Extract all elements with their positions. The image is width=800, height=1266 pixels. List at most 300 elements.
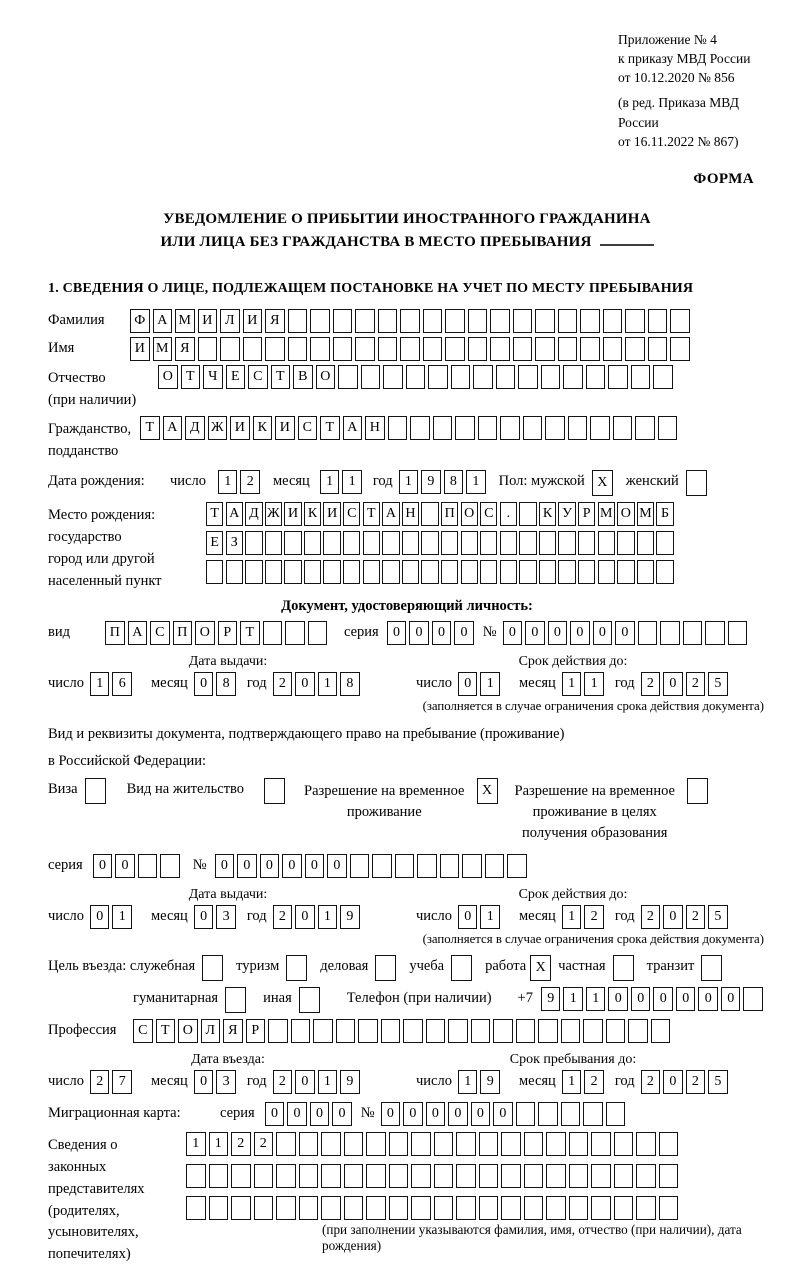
form-cell[interactable] — [518, 365, 538, 389]
form-cell[interactable]: П — [173, 621, 193, 645]
form-cell[interactable] — [245, 531, 262, 555]
form-cell[interactable] — [400, 309, 420, 333]
form-cell[interactable]: 0 — [93, 854, 113, 878]
form-cell[interactable] — [658, 416, 678, 440]
form-cell[interactable]: И — [243, 309, 263, 333]
form-cell[interactable]: И — [230, 416, 250, 440]
form-cell[interactable] — [355, 309, 375, 333]
form-cell[interactable] — [535, 337, 555, 361]
form-cell[interactable]: 0 — [458, 905, 478, 929]
form-cell[interactable]: 3 — [216, 1070, 236, 1094]
form-cell[interactable] — [198, 337, 218, 361]
form-cell[interactable] — [333, 309, 353, 333]
form-cell[interactable]: 3 — [216, 905, 236, 929]
form-cell[interactable]: 2 — [584, 1070, 604, 1094]
form-cell[interactable]: И — [198, 309, 218, 333]
form-cell[interactable] — [375, 955, 396, 981]
form-cell[interactable] — [546, 1164, 566, 1188]
form-cell[interactable] — [558, 560, 575, 584]
form-cell[interactable]: 2 — [254, 1132, 274, 1156]
form-cell[interactable] — [321, 1132, 341, 1156]
form-cell[interactable]: 1 — [562, 672, 582, 696]
form-cell[interactable]: 0 — [570, 621, 590, 645]
form-cell[interactable] — [263, 621, 283, 645]
form-cell[interactable]: 8 — [216, 672, 236, 696]
form-cell[interactable]: 2 — [686, 1070, 706, 1094]
form-cell[interactable]: Ж — [208, 416, 228, 440]
form-cell[interactable]: 0 — [525, 621, 545, 645]
form-cell[interactable] — [304, 531, 321, 555]
form-cell[interactable]: Я — [175, 337, 195, 361]
form-cell[interactable]: 9 — [541, 987, 561, 1011]
form-cell[interactable] — [382, 560, 399, 584]
form-cell[interactable] — [603, 309, 623, 333]
form-cell[interactable] — [558, 309, 578, 333]
form-cell[interactable] — [468, 309, 488, 333]
form-cell[interactable] — [580, 337, 600, 361]
form-cell[interactable]: Д — [245, 502, 262, 526]
form-cell[interactable]: 5 — [708, 672, 728, 696]
form-cell[interactable] — [636, 1132, 656, 1156]
form-cell[interactable]: Т — [156, 1019, 176, 1043]
form-cell[interactable]: О — [461, 502, 478, 526]
form-cell[interactable]: 0 — [663, 1070, 683, 1094]
form-cell[interactable]: 0 — [295, 905, 315, 929]
form-cell[interactable]: Т — [363, 502, 380, 526]
form-cell[interactable] — [323, 560, 340, 584]
form-cell[interactable] — [480, 531, 497, 555]
form-cell[interactable]: 1 — [480, 905, 500, 929]
form-cell[interactable]: 0 — [608, 987, 628, 1011]
form-cell[interactable]: С — [133, 1019, 153, 1043]
form-cell[interactable] — [493, 1019, 513, 1043]
form-cell[interactable] — [186, 1196, 206, 1220]
form-cell[interactable] — [500, 531, 517, 555]
form-cell[interactable] — [598, 531, 615, 555]
form-cell[interactable]: 0 — [194, 672, 214, 696]
form-cell[interactable]: А — [128, 621, 148, 645]
form-cell[interactable]: Е — [206, 531, 223, 555]
form-cell[interactable] — [299, 1164, 319, 1188]
form-cell[interactable]: 1 — [586, 987, 606, 1011]
form-cell[interactable]: Р — [246, 1019, 266, 1043]
form-cell[interactable] — [323, 531, 340, 555]
form-cell[interactable] — [538, 1019, 558, 1043]
form-cell[interactable] — [209, 1196, 229, 1220]
form-cell[interactable] — [519, 502, 536, 526]
form-cell[interactable]: 1 — [320, 470, 340, 494]
form-cell[interactable] — [569, 1196, 589, 1220]
form-cell[interactable] — [411, 1164, 431, 1188]
form-cell[interactable] — [456, 1196, 476, 1220]
form-cell[interactable]: Р — [218, 621, 238, 645]
form-cell[interactable] — [539, 560, 556, 584]
form-cell[interactable] — [400, 337, 420, 361]
form-cell[interactable] — [378, 309, 398, 333]
form-cell[interactable]: 1 — [318, 905, 338, 929]
form-cell[interactable] — [687, 778, 708, 804]
form-cell[interactable] — [490, 309, 510, 333]
form-cell[interactable] — [310, 309, 330, 333]
form-cell[interactable] — [659, 1132, 679, 1156]
form-cell[interactable] — [637, 531, 654, 555]
form-cell[interactable] — [625, 309, 645, 333]
form-cell[interactable]: 2 — [273, 1070, 293, 1094]
form-cell[interactable]: А — [226, 502, 243, 526]
form-cell[interactable] — [299, 1132, 319, 1156]
form-cell[interactable]: 9 — [340, 905, 360, 929]
form-cell[interactable]: 0 — [295, 672, 315, 696]
form-cell[interactable]: 0 — [90, 905, 110, 929]
form-cell[interactable]: Т — [320, 416, 340, 440]
form-cell[interactable] — [546, 1196, 566, 1220]
form-cell[interactable] — [434, 1164, 454, 1188]
form-cell[interactable] — [513, 309, 533, 333]
form-cell[interactable] — [561, 1019, 581, 1043]
form-cell[interactable] — [286, 955, 307, 981]
form-cell[interactable]: А — [343, 416, 363, 440]
form-cell[interactable] — [637, 560, 654, 584]
form-cell[interactable] — [186, 1164, 206, 1188]
form-cell[interactable] — [471, 1019, 491, 1043]
form-cell[interactable] — [586, 365, 606, 389]
form-cell[interactable] — [653, 365, 673, 389]
form-cell[interactable] — [501, 1132, 521, 1156]
form-cell[interactable] — [388, 416, 408, 440]
form-cell[interactable]: 1 — [584, 672, 604, 696]
form-cell[interactable] — [389, 1132, 409, 1156]
form-cell[interactable] — [501, 1164, 521, 1188]
form-cell[interactable] — [288, 337, 308, 361]
form-cell[interactable] — [583, 1019, 603, 1043]
form-cell[interactable] — [683, 621, 703, 645]
form-cell[interactable]: 0 — [471, 1102, 491, 1126]
form-cell[interactable]: К — [304, 502, 321, 526]
form-cell[interactable] — [524, 1196, 544, 1220]
form-cell[interactable] — [468, 337, 488, 361]
form-cell[interactable] — [361, 365, 381, 389]
form-cell[interactable] — [507, 854, 527, 878]
form-cell[interactable]: И — [130, 337, 150, 361]
form-cell[interactable]: 9 — [340, 1070, 360, 1094]
form-cell[interactable]: С — [150, 621, 170, 645]
form-cell[interactable] — [441, 531, 458, 555]
form-cell[interactable] — [462, 854, 482, 878]
form-cell[interactable]: 1 — [318, 1070, 338, 1094]
form-cell[interactable] — [490, 337, 510, 361]
form-cell[interactable] — [445, 337, 465, 361]
form-cell[interactable]: 0 — [381, 1102, 401, 1126]
form-cell[interactable]: 0 — [448, 1102, 468, 1126]
form-cell[interactable] — [321, 1196, 341, 1220]
form-cell[interactable]: X — [592, 470, 613, 496]
form-cell[interactable] — [461, 560, 478, 584]
form-cell[interactable] — [478, 416, 498, 440]
form-cell[interactable] — [402, 531, 419, 555]
form-cell[interactable] — [378, 337, 398, 361]
form-cell[interactable] — [617, 531, 634, 555]
form-cell[interactable] — [519, 531, 536, 555]
form-cell[interactable] — [561, 1102, 581, 1126]
form-cell[interactable] — [355, 337, 375, 361]
form-cell[interactable] — [231, 1164, 251, 1188]
form-cell[interactable] — [479, 1164, 499, 1188]
form-cell[interactable]: 0 — [287, 1102, 307, 1126]
form-cell[interactable] — [541, 365, 561, 389]
form-cell[interactable] — [617, 560, 634, 584]
form-cell[interactable] — [411, 1132, 431, 1156]
form-cell[interactable] — [403, 1019, 423, 1043]
form-cell[interactable] — [728, 621, 748, 645]
form-cell[interactable] — [656, 560, 673, 584]
form-cell[interactable] — [363, 560, 380, 584]
form-cell[interactable] — [558, 531, 575, 555]
form-cell[interactable] — [265, 337, 285, 361]
form-cell[interactable]: Ч — [203, 365, 223, 389]
form-cell[interactable]: 1 — [480, 672, 500, 696]
form-cell[interactable] — [358, 1019, 378, 1043]
form-cell[interactable] — [350, 854, 370, 878]
form-cell[interactable]: 1 — [90, 672, 110, 696]
form-cell[interactable] — [372, 854, 392, 878]
form-cell[interactable] — [265, 531, 282, 555]
form-cell[interactable] — [441, 560, 458, 584]
form-cell[interactable] — [636, 1196, 656, 1220]
form-cell[interactable]: К — [253, 416, 273, 440]
form-cell[interactable]: О — [195, 621, 215, 645]
form-cell[interactable]: 0 — [215, 854, 235, 878]
form-cell[interactable] — [243, 337, 263, 361]
form-cell[interactable] — [451, 955, 472, 981]
form-cell[interactable]: Ж — [265, 502, 282, 526]
form-cell[interactable]: Н — [402, 502, 419, 526]
form-cell[interactable]: О — [617, 502, 634, 526]
form-cell[interactable] — [421, 502, 438, 526]
form-cell[interactable] — [580, 309, 600, 333]
form-cell[interactable] — [206, 560, 223, 584]
form-cell[interactable] — [614, 1164, 634, 1188]
form-cell[interactable] — [701, 955, 722, 981]
form-cell[interactable]: Б — [656, 502, 673, 526]
form-cell[interactable] — [583, 1102, 603, 1126]
form-cell[interactable]: М — [175, 309, 195, 333]
form-cell[interactable] — [410, 416, 430, 440]
form-cell[interactable] — [606, 1102, 626, 1126]
form-cell[interactable] — [402, 560, 419, 584]
form-cell[interactable]: О — [158, 365, 178, 389]
form-cell[interactable] — [568, 416, 588, 440]
form-cell[interactable]: Л — [220, 309, 240, 333]
form-cell[interactable] — [656, 531, 673, 555]
form-cell[interactable] — [613, 955, 634, 981]
form-cell[interactable]: О — [178, 1019, 198, 1043]
form-cell[interactable] — [705, 621, 725, 645]
form-cell[interactable] — [433, 416, 453, 440]
form-cell[interactable]: 0 — [493, 1102, 513, 1126]
form-cell[interactable]: 5 — [708, 1070, 728, 1094]
form-cell[interactable]: 0 — [194, 905, 214, 929]
form-cell[interactable] — [606, 1019, 626, 1043]
form-cell[interactable] — [276, 1196, 296, 1220]
form-cell[interactable]: Т — [240, 621, 260, 645]
form-cell[interactable]: 0 — [663, 905, 683, 929]
form-cell[interactable] — [231, 1196, 251, 1220]
form-cell[interactable] — [395, 854, 415, 878]
form-cell[interactable] — [285, 621, 305, 645]
form-cell[interactable]: 0 — [458, 672, 478, 696]
form-cell[interactable]: 8 — [444, 470, 464, 494]
form-cell[interactable] — [220, 337, 240, 361]
form-cell[interactable]: Ф — [130, 309, 150, 333]
form-cell[interactable] — [516, 1102, 536, 1126]
form-cell[interactable]: 0 — [305, 854, 325, 878]
form-cell[interactable] — [558, 337, 578, 361]
form-cell[interactable]: 7 — [112, 1070, 132, 1094]
form-cell[interactable] — [456, 1164, 476, 1188]
form-cell[interactable]: 5 — [708, 905, 728, 929]
form-cell[interactable] — [304, 560, 321, 584]
form-cell[interactable] — [445, 309, 465, 333]
form-cell[interactable]: Я — [223, 1019, 243, 1043]
form-cell[interactable]: С — [298, 416, 318, 440]
form-cell[interactable] — [448, 1019, 468, 1043]
form-cell[interactable] — [625, 337, 645, 361]
form-cell[interactable]: 2 — [231, 1132, 251, 1156]
form-cell[interactable]: З — [226, 531, 243, 555]
form-cell[interactable] — [591, 1196, 611, 1220]
form-cell[interactable] — [406, 365, 426, 389]
form-cell[interactable]: М — [598, 502, 615, 526]
form-cell[interactable] — [423, 337, 443, 361]
form-cell[interactable] — [479, 1132, 499, 1156]
form-cell[interactable] — [434, 1196, 454, 1220]
form-cell[interactable]: X — [477, 778, 498, 804]
form-cell[interactable]: 1 — [563, 987, 583, 1011]
form-cell[interactable] — [299, 1196, 319, 1220]
form-cell[interactable]: 9 — [480, 1070, 500, 1094]
form-cell[interactable]: 1 — [466, 470, 486, 494]
form-cell[interactable] — [614, 1132, 634, 1156]
form-cell[interactable] — [670, 309, 690, 333]
form-cell[interactable] — [638, 621, 658, 645]
form-cell[interactable] — [480, 560, 497, 584]
form-cell[interactable] — [336, 1019, 356, 1043]
form-cell[interactable]: 0 — [653, 987, 673, 1011]
form-cell[interactable]: 0 — [194, 1070, 214, 1094]
form-cell[interactable] — [321, 1164, 341, 1188]
form-cell[interactable]: Н — [365, 416, 385, 440]
form-cell[interactable] — [343, 560, 360, 584]
form-cell[interactable] — [344, 1196, 364, 1220]
form-cell[interactable]: 0 — [615, 621, 635, 645]
form-cell[interactable]: 0 — [663, 672, 683, 696]
form-cell[interactable] — [333, 337, 353, 361]
form-cell[interactable] — [276, 1132, 296, 1156]
form-cell[interactable] — [310, 337, 330, 361]
form-cell[interactable]: 2 — [90, 1070, 110, 1094]
form-cell[interactable] — [254, 1164, 274, 1188]
form-cell[interactable]: Д — [185, 416, 205, 440]
form-cell[interactable] — [535, 309, 555, 333]
form-cell[interactable]: 6 — [112, 672, 132, 696]
form-cell[interactable] — [500, 416, 520, 440]
form-cell[interactable]: 1 — [218, 470, 238, 494]
form-cell[interactable] — [245, 560, 262, 584]
form-cell[interactable] — [516, 1019, 536, 1043]
form-cell[interactable] — [299, 987, 320, 1013]
form-cell[interactable]: 0 — [631, 987, 651, 1011]
form-cell[interactable]: В — [293, 365, 313, 389]
form-cell[interactable]: 1 — [318, 672, 338, 696]
form-cell[interactable]: 0 — [387, 621, 407, 645]
form-cell[interactable] — [496, 365, 516, 389]
form-cell[interactable] — [423, 309, 443, 333]
form-cell[interactable] — [426, 1019, 446, 1043]
form-cell[interactable] — [308, 621, 328, 645]
form-cell[interactable]: 0 — [454, 621, 474, 645]
form-cell[interactable] — [524, 1164, 544, 1188]
form-cell[interactable] — [440, 854, 460, 878]
form-cell[interactable]: 2 — [641, 1070, 661, 1094]
form-cell[interactable]: 1 — [209, 1132, 229, 1156]
form-cell[interactable]: 2 — [641, 905, 661, 929]
form-cell[interactable]: С — [480, 502, 497, 526]
form-cell[interactable]: У — [558, 502, 575, 526]
form-cell[interactable]: 0 — [548, 621, 568, 645]
form-cell[interactable]: 0 — [698, 987, 718, 1011]
form-cell[interactable] — [538, 1102, 558, 1126]
form-cell[interactable]: Е — [226, 365, 246, 389]
form-cell[interactable] — [635, 416, 655, 440]
form-cell[interactable]: 0 — [332, 1102, 352, 1126]
form-cell[interactable]: Р — [578, 502, 595, 526]
form-cell[interactable] — [389, 1196, 409, 1220]
form-cell[interactable]: 1 — [186, 1132, 206, 1156]
form-cell[interactable]: 0 — [432, 621, 452, 645]
form-cell[interactable]: С — [248, 365, 268, 389]
form-cell[interactable]: 0 — [676, 987, 696, 1011]
form-cell[interactable] — [660, 621, 680, 645]
form-cell[interactable] — [614, 1196, 634, 1220]
form-cell[interactable]: А — [163, 416, 183, 440]
form-cell[interactable] — [591, 1132, 611, 1156]
form-cell[interactable] — [578, 531, 595, 555]
form-cell[interactable] — [389, 1164, 409, 1188]
form-cell[interactable]: И — [275, 416, 295, 440]
form-cell[interactable]: . — [500, 502, 517, 526]
form-cell[interactable]: О — [316, 365, 336, 389]
form-cell[interactable]: 1 — [458, 1070, 478, 1094]
form-cell[interactable]: 9 — [421, 470, 441, 494]
form-cell[interactable] — [743, 987, 763, 1011]
form-cell[interactable] — [485, 854, 505, 878]
form-cell[interactable]: А — [382, 502, 399, 526]
form-cell[interactable]: И — [284, 502, 301, 526]
form-cell[interactable] — [686, 470, 707, 496]
form-cell[interactable]: Я — [265, 309, 285, 333]
form-cell[interactable]: Т — [206, 502, 223, 526]
form-cell[interactable] — [545, 416, 565, 440]
form-cell[interactable]: 0 — [115, 854, 135, 878]
form-cell[interactable] — [648, 309, 668, 333]
form-cell[interactable] — [225, 987, 246, 1013]
form-cell[interactable] — [138, 854, 158, 878]
form-cell[interactable]: 1 — [342, 470, 362, 494]
form-cell[interactable] — [288, 309, 308, 333]
form-cell[interactable] — [382, 531, 399, 555]
form-cell[interactable]: 2 — [273, 672, 293, 696]
form-cell[interactable] — [608, 365, 628, 389]
